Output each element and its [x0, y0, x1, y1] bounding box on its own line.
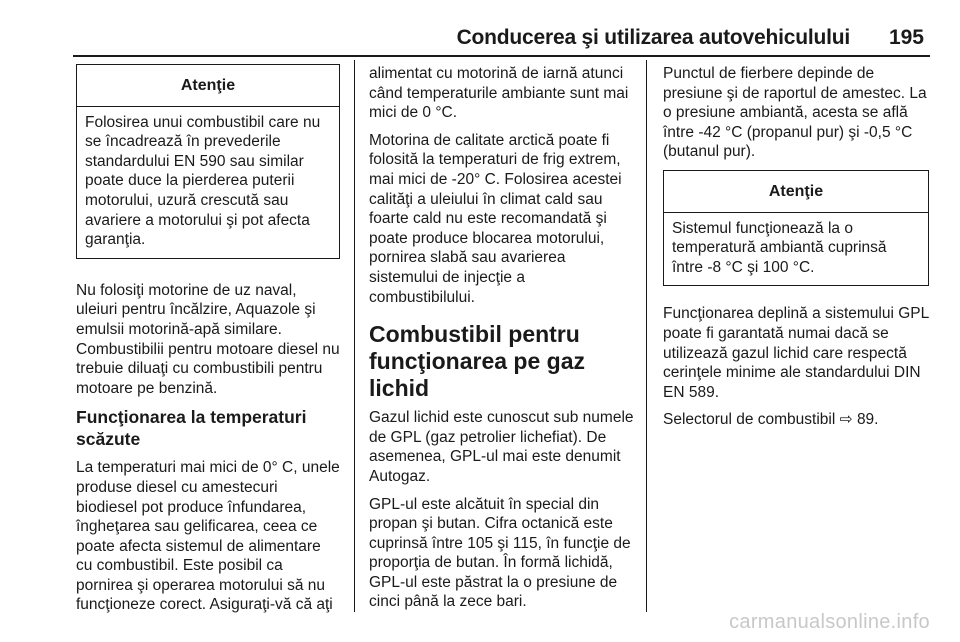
warning-box	[76, 64, 340, 259]
paragraph: alimentat cu motorină de iarnă atunci când temperaturile ambiante sunt mai mici de 0 °C.	[369, 65, 629, 122]
paragraph: Gazul lichid este cunoscut sub numele de GPL (gaz petrolier lichefiat). De asemenea, GPL-ul mai este denumit Autogaz.	[369, 409, 634, 485]
watermark: carmanualsonline.info	[729, 611, 930, 633]
column-2	[369, 64, 634, 620]
paragraph: Funcţionarea deplină a sistemului GPL poate fi garantată numai dacă se utilizează gazul lichid care respectă cerinţele minime ale standardului DIN EN 589.	[663, 305, 929, 401]
column-3	[663, 64, 929, 430]
column-1	[76, 64, 340, 623]
page-number: 195	[888, 26, 924, 49]
reference-page: 89.	[856, 411, 879, 429]
paragraph: Punctul de fierbere depinde de presiune şi de raportul de amestec. La o presiune ambiantă, acesta se află între -42 °C (propanul pur) şi -0,5 °C (butanul pur).	[663, 65, 927, 161]
cross-reference[interactable]	[663, 410, 929, 430]
paragraph: GPL-ul este alcătuit în special din propan şi butan. Cifra octanică este cuprinsă între 105 şi 115, în funcţie de proporţia de butan. În formă lichidă, GPL-ul este păstrat la o presiune de cinci până la zece bari.	[369, 495, 631, 611]
arrow-icon: ⇨	[839, 411, 853, 429]
page-header	[0, 0, 960, 60]
warning-box	[663, 170, 929, 286]
warning-title: Atenţie	[664, 171, 928, 213]
section-heading: Combustibil pentru funcţionarea pe gaz lichid	[369, 321, 585, 402]
paragraph: Motorina de calitate arctică poate fi folosită la temperaturi de frig extrem, mai mici de -20° C. Folosirea acestei calităţi a uleiului în climat cald sau foarte cald nu este recomandată şi poate produce blocarea motorului, pornirea slabă sau avarierea sistemului de injecţie a combustibilului.	[369, 131, 622, 306]
column-divider-1	[354, 60, 355, 612]
warning-text: Folosirea unui combustibil care nu se încadrează în prevederile standardului EN 590 sau similar poate duce la pierderea puterii motorului, uzură crescută sau avariere a motorului şi pot afecta garanţia.	[85, 113, 321, 249]
paragraph: Nu folosiţi motorine de uz naval, uleiuri pentru încălzire, Aquazole şi emulsii motorină-apă similare. Combustibilii pentru motoare diesel nu trebuie diluaţi cu combustibili pentru motoare pe benzină.	[76, 281, 340, 397]
warning-title: Atenţie	[77, 65, 339, 107]
section-heading: Funcţionarea la temperaturi scăzute	[76, 407, 307, 450]
warning-text: Sistemul funcţionează la o temperatură ambiantă cuprinsă între -8 °C şi 100 °C.	[672, 219, 887, 276]
header-rule	[73, 55, 930, 57]
column-divider-2	[646, 60, 647, 612]
paragraph: La temperaturi mai mici de 0° C, unele produse diesel cu amestecuri biodiesel pot produce înfundarea, îngheţarea sau gelificarea, ceea ce poate afecta sistemul de alimentare cu combustibil. Este posibil ca pornirea şi operarea motorului să nu funcţioneze corect. Asiguraţi-vă că aţi	[76, 459, 340, 614]
page-title: Conducerea şi utilizarea autovehiculului	[456, 26, 850, 49]
reference-text: Selectorul de combustibil	[663, 411, 836, 429]
